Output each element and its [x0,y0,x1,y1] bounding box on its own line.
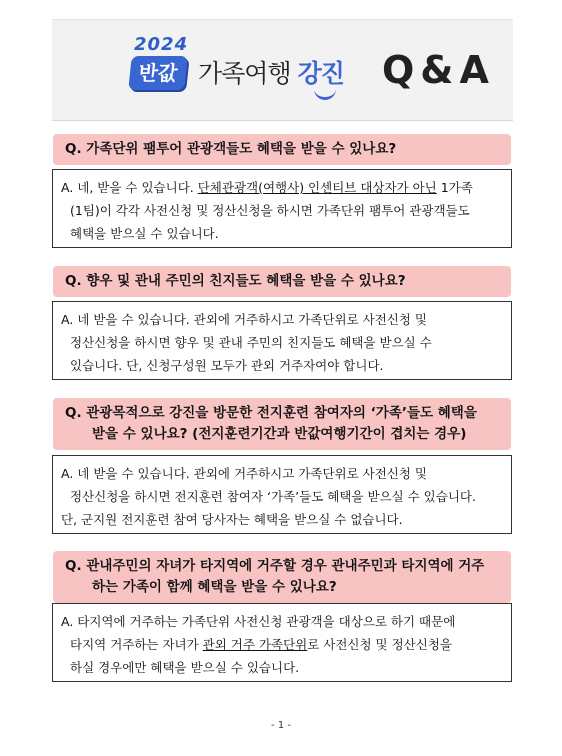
answer-text: 정산신청을 하시면 전지훈련 참여자 ‘가족’들도 혜택을 받으실 수 있습니다. [70,489,476,504]
answer-text: 혜택을 받으실 수 있습니다. [70,226,219,241]
answer-text: A. 네 받을 수 있습니다. 관외에 거주하시고 가족단위로 사전신청 및 [61,466,427,481]
answer-4 [52,603,512,682]
question-text: 받을 수 있나요? (전지훈련기간과 반값여행기간이 겹치는 경우) [92,426,467,442]
smile-icon [314,88,336,100]
answer-text: 타지역 거주하는 자녀가 [70,637,203,652]
qa-title: Q&A [382,48,495,92]
question-2 [53,266,511,297]
question-1 [53,134,511,165]
answer-line [61,633,505,656]
question-text: Q. 관내주민의 자녀가 타지역에 거주할 경우 관내주민과 타지역에 거주 [65,558,485,574]
question-3 [53,398,511,450]
question-4 [53,551,511,603]
answer-1 [52,169,512,248]
subtitle-em: 강진 [297,59,344,88]
page-number: - 1 - [271,720,291,731]
answer-underline: 단체관광객(여행사) 인센티브 대상자가 아닌 [197,180,437,195]
question-text: Q. 관광목적으로 강진을 방문한 전지훈련 참여자의 ‘가족’들도 혜택을 [65,405,477,421]
answer-text: 1가족 [436,180,473,195]
header-banner [52,19,513,121]
answer-text: 로 사전신청 및 정산신청을 [307,637,452,652]
answer-text: A. 타지역에 거주하는 가족단위 사전신청 관광객을 대상으로 하기 때문에 [61,614,456,629]
question-text: Q. 가족단위 팸투어 관광객들도 혜택을 받을 수 있나요? [65,141,397,157]
logo-badge: 반값 [128,56,188,90]
logo [130,34,192,102]
answer-text: 단, 군지원 전지훈련 참여 당사자는 혜택을 받으실 수 없습니다. [61,512,403,527]
subtitle-prefix: 가족여행 [198,59,291,88]
answer-text: A. 네, 받을 수 있습니다. [61,180,198,195]
answer-text: A. 네 받을 수 있습니다. 관외에 거주하시고 가족단위로 사전신청 및 [61,312,427,327]
question-text: Q. 향우 및 관내 주민의 친지들도 혜택을 받을 수 있나요? [65,273,406,289]
answer-text: 있습니다. 단, 신청구성원 모두가 관외 거주자여야 합니다. [70,358,384,373]
answer-3 [52,455,512,534]
logo-year: 2024 [134,34,189,55]
answer-2 [52,301,512,380]
header-subtitle [198,54,344,90]
answer-text: 하실 경우에만 혜택을 받으실 수 있습니다. [70,660,300,675]
question-text: 하는 가족이 함께 혜택을 받을 수 있나요? [92,579,337,595]
answer-underline: 관외 거주 가족단위 [202,637,308,652]
answer-text: (1팀)이 각각 사전신청 및 정산신청을 하시면 가족단위 팸투어 관광객들도 [70,203,470,218]
answer-text: 정산신청을 하시면 향우 및 관내 주민의 친지들도 혜택을 받으실 수 [70,335,432,350]
